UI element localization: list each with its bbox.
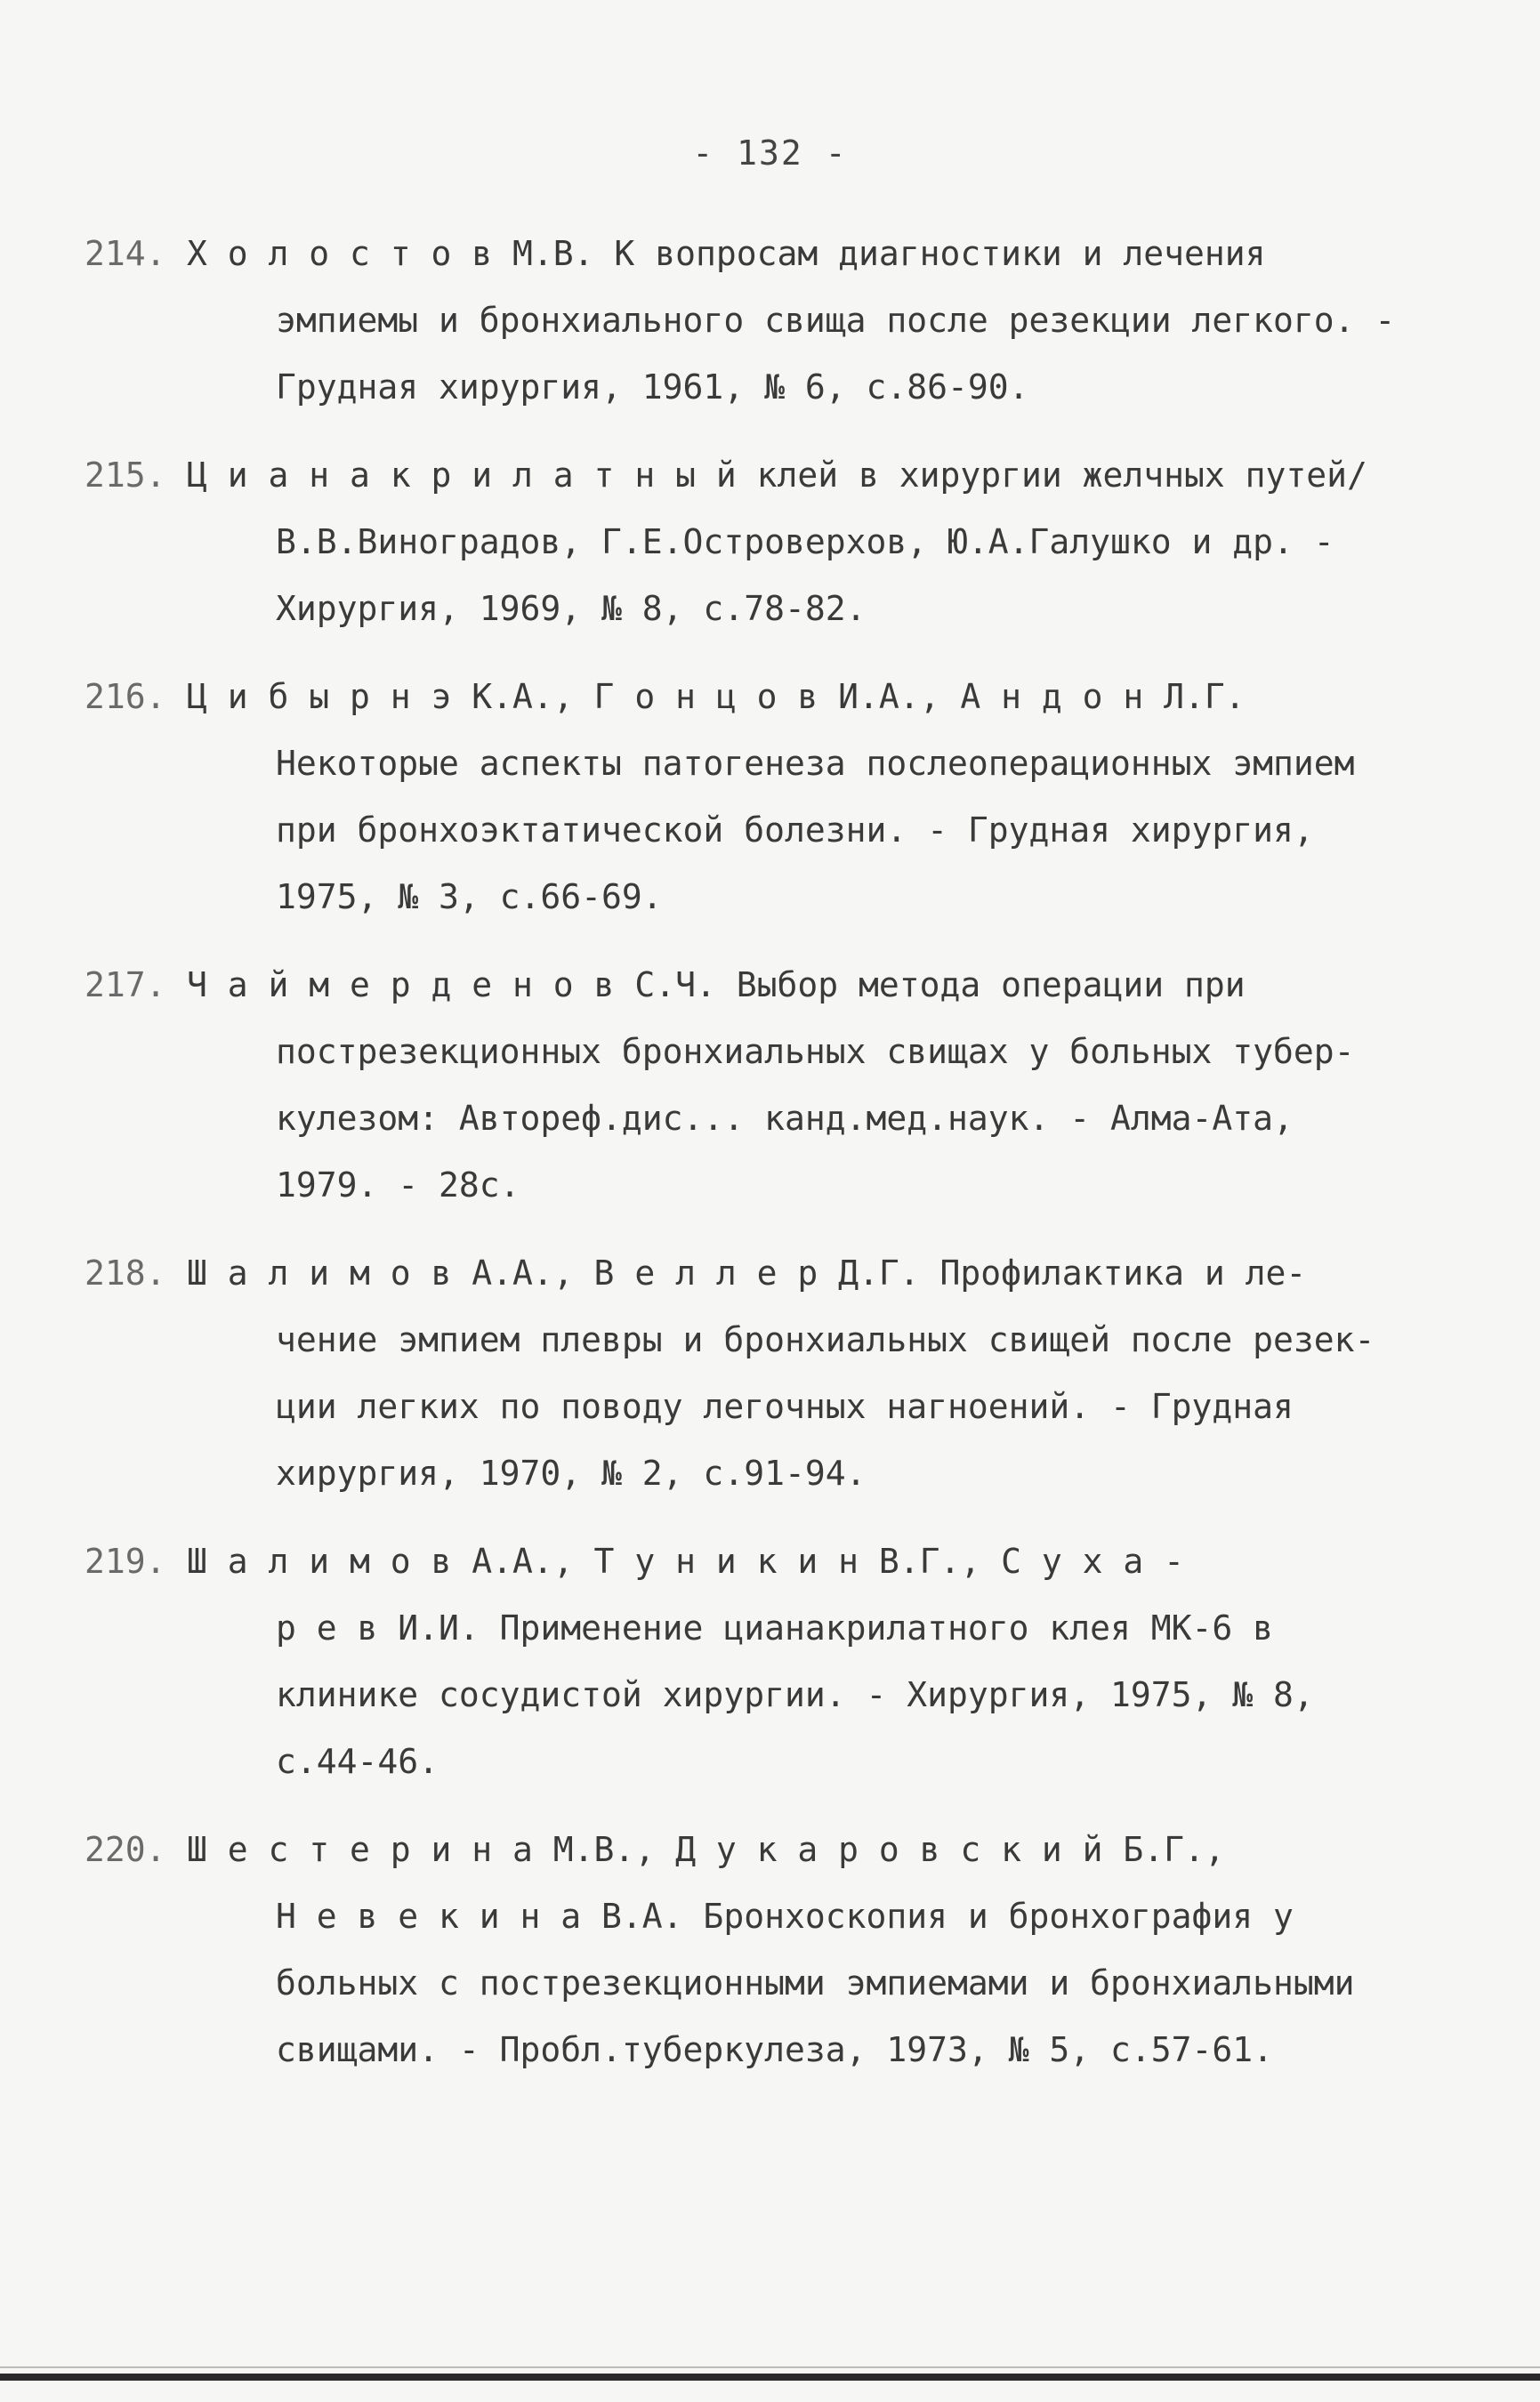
bibliography-entry-219: [85, 1528, 1437, 1795]
entry-line: пострезекционных бронхиальных свищах у больных тубер-: [276, 1032, 1355, 1071]
entry-line: В.В.Виноградов, Г.Е.Островерхов, Ю.А.Галушко и др. -: [276, 522, 1334, 561]
entry-line: 1975, № 3, с.66-69.: [276, 877, 663, 916]
entry-number: 220.: [85, 1830, 166, 1869]
entry-line: Ш а л и м о в А.А., Т у н и к и н В.Г., С у х а -: [187, 1542, 1185, 1581]
entry-line: чение эмпием плевры и бронхиальных свищей после резек-: [276, 1320, 1375, 1359]
entry-line: Х о л о с т о в М.В. К вопросам диагностики и лечения: [187, 234, 1266, 273]
entry-line: при бронхоэктатической болезни. - Грудная хирургия,: [276, 810, 1314, 850]
bibliography-entry-217: [85, 952, 1437, 1219]
entry-line: Н е в е к и н а В.А. Бронхоскопия и бронхография у: [276, 1897, 1294, 1936]
entry-line: свищами. - Пробл.туберкулеза, 1973, № 5, с.57-61.: [276, 2030, 1274, 2069]
entry-line: Ш е с т е р и н а М.В., Д у к а р о в с к и й Б.Г.,: [187, 1830, 1225, 1869]
entry-number: 214.: [85, 234, 166, 273]
bibliography-entry-220: [85, 1817, 1437, 2084]
entry-line: Грудная хирургия, 1961, № 6, с.86-90.: [276, 367, 1029, 407]
page-number: - 132 -: [692, 133, 848, 173]
bibliography-entry-218: [85, 1240, 1437, 1507]
entry-line: Ч а й м е р д е н о в С.Ч. Выбор метода операции при: [187, 965, 1246, 1004]
entry-number: 217.: [85, 965, 166, 1004]
entry-line: больных с пострезекционными эмпиемами и бронхиальными: [276, 1963, 1355, 2003]
entry-line: хирургия, 1970, № 2, с.91-94.: [276, 1454, 867, 1493]
entry-line: ции легких по поводу легочных нагноений. - Грудная: [276, 1387, 1294, 1426]
entry-number: 218.: [85, 1253, 166, 1293]
entry-number: 219.: [85, 1542, 166, 1581]
bibliography-list: [85, 221, 1437, 2105]
bibliography-entry-216: [85, 664, 1437, 931]
bibliography-entry-214: [85, 221, 1437, 421]
entry-line: р е в И.И. Применение цианакрилатного клея МК-6 в: [276, 1608, 1274, 1648]
entry-line: Ш а л и м о в А.А., В е л л е р Д.Г. Профилактика и ле-: [187, 1253, 1307, 1293]
entry-line: Некоторые аспекты патогенеза послеоперационных эмпием: [276, 744, 1355, 783]
entry-line: с.44-46.: [276, 1742, 439, 1781]
entry-number: 215.: [85, 455, 166, 495]
entry-number: 216.: [85, 677, 166, 716]
scan-edge-line: [0, 2366, 1540, 2368]
scan-bottom-edge: [0, 2374, 1540, 2381]
entry-line: клинике сосудистой хирургии. - Хирургия, 1975, № 8,: [276, 1675, 1314, 1714]
entry-line: эмпиемы и бронхиального свища после резекции легкого. -: [276, 301, 1396, 340]
entry-line: Ц и б ы р н э К.А., Г о н ц о в И.А., А н д о н Л.Г.: [187, 677, 1246, 716]
entry-line: Хирургия, 1969, № 8, с.78-82.: [276, 589, 867, 628]
entry-line: 1979. - 28с.: [276, 1165, 520, 1205]
bibliography-entry-215: [85, 442, 1437, 642]
entry-line: кулезом: Автореф.дис... канд.мед.наук. - Алма-Ата,: [276, 1099, 1294, 1138]
entry-line: Ц и а н а к р и л а т н ы й клей в хирургии желчных путей/: [187, 455, 1367, 495]
